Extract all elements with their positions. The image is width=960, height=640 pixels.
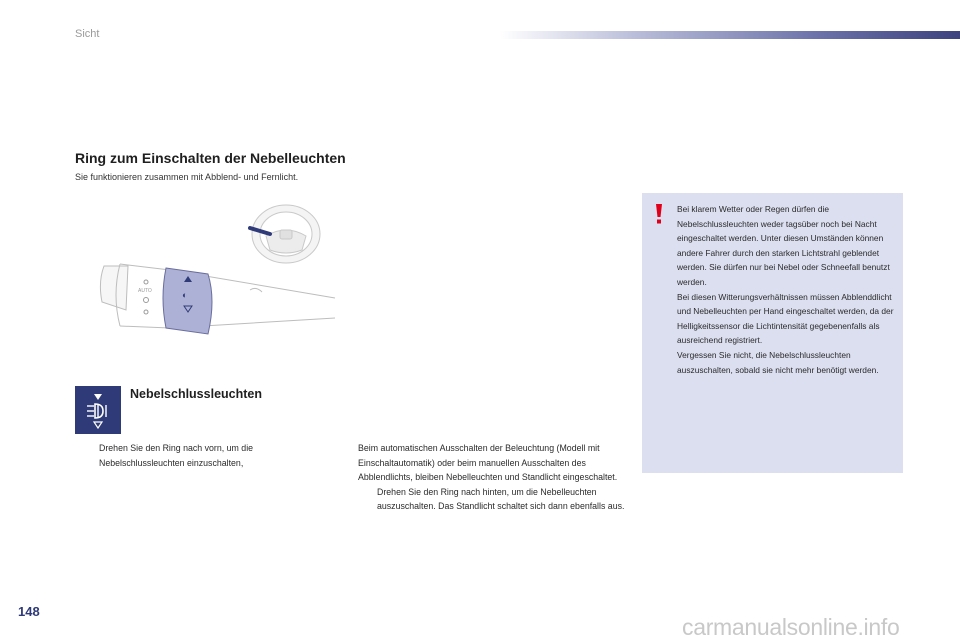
auto-label: AUTO [138,288,152,294]
rear-fog-light-icon [75,386,121,434]
stalk-illustration [90,200,340,340]
list-item-text: Drehen Sie den Ring nach hinten, um die Nebelleuchten auszuschalten. Das Standlicht schaltet sich dann ebenfalls aus. [377,486,625,512]
section-label: Sicht [75,28,100,40]
list-item [358,485,628,514]
warning-paragraph: Vergessen Sie nicht, die Nebelschlussleuchten auszuschalten, sobald sie nicht mehr benötigt werden. [677,349,879,375]
fog-ring-highlight [163,268,212,334]
exclamation-icon [652,203,666,225]
list-item-text: Drehen Sie den Ring nach vorn, um die Nebelschlussleuchten einzuschalten, [99,443,254,468]
warning-text [677,202,899,377]
bullet-icon [80,441,99,470]
section-heading: Nebelschlussleuchten [130,387,262,401]
bullet-icon [358,485,377,514]
page-number: 148 [18,604,40,619]
warning-paragraph: Bei diesen Witterungsverhältnissen müssen Abblenddlicht und Nebelleuchten per Hand eingeschaltet werden, da der Helligkeitssensor die Lichtintensität gegebenenfalls als ausreichend registriert. [677,291,894,346]
left-instructions [80,441,310,470]
warning-paragraph: Bei klarem Wetter oder Regen dürfen die Nebelschlussleuchten weder tagsüber noch bei Nacht eingeschaltet werden. Unter diesen Umständen können andere Fahrer durch den starken Lichtstrahl geblendet werden. Sie dürfen nur bei Nebel oder Schneefall benutzt werden. [677,204,890,287]
stalk-body [100,264,335,328]
paragraph: Beim automatischen Ausschalten der Beleuchtung (Modell mit Einschaltautomatik) oder beim manuellen Ausschalten des Abblendlichts, bleiben Nebelleuchten und Standlicht eingeschaltet. [358,443,618,483]
middle-instructions [358,441,628,514]
list-item [80,441,310,470]
intro-text: Sie funktionieren zusammen mit Abblend- und Fernlicht. [75,172,299,182]
svg-text:◐: ◐ [182,290,188,300]
header-bar [500,31,960,39]
steering-wheel-inset [252,205,320,263]
watermark: carmanualsonline.info [682,614,900,640]
fog-light-ring-illustration [90,200,340,340]
page-title: Ring zum Einschalten der Nebelleuchten [75,150,346,166]
warning-box [642,193,903,473]
